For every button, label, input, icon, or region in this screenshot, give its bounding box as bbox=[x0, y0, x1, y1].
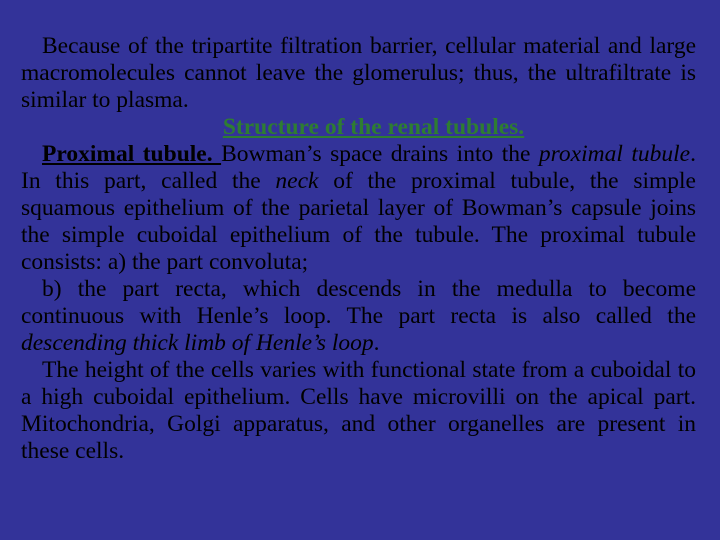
text-segment: . In this part, called the bbox=[21, 141, 696, 194]
paragraph-proximal-tubule bbox=[21, 141, 696, 276]
text-segment: b) the part recta, which descends in the medulla to become continuous with Henle’s loop. The part recta is also called the bbox=[21, 276, 696, 329]
italic-term: proximal tubule bbox=[538, 141, 691, 167]
paragraph-cell-height: The height of the cells varies with functional state from a cuboidal to a high cuboidal epithelium. Cells have microvilli on the apical part. Mitochondria, Golgi apparatus, and other organelles are present in these cells. bbox=[21, 357, 696, 464]
section-heading: Structure of the renal tubules. bbox=[222, 114, 525, 140]
text-segment: of the proximal tubule, the simple squamous epithelium of the parietal layer of Bowman’s capsule joins the simple cuboidal epithelium of the tubule. The proximal tubule consists: a) the part convoluta; bbox=[21, 168, 696, 275]
proximal-tubule-lead: Proximal tubule. bbox=[42, 141, 222, 167]
paragraph-filtration: Because of the tripartite filtration barrier, cellular material and large macromolecules cannot leave the glomerulus; thus, the ultrafiltrate is similar to plasma. bbox=[21, 33, 696, 113]
italic-term: neck bbox=[275, 168, 319, 194]
text-segment: Bowman’s space drains into the bbox=[221, 141, 539, 167]
text-segment: . bbox=[373, 330, 380, 356]
paragraph-part-recta bbox=[21, 276, 696, 357]
italic-term: descending thick limb of Henle’s loop bbox=[21, 330, 374, 356]
